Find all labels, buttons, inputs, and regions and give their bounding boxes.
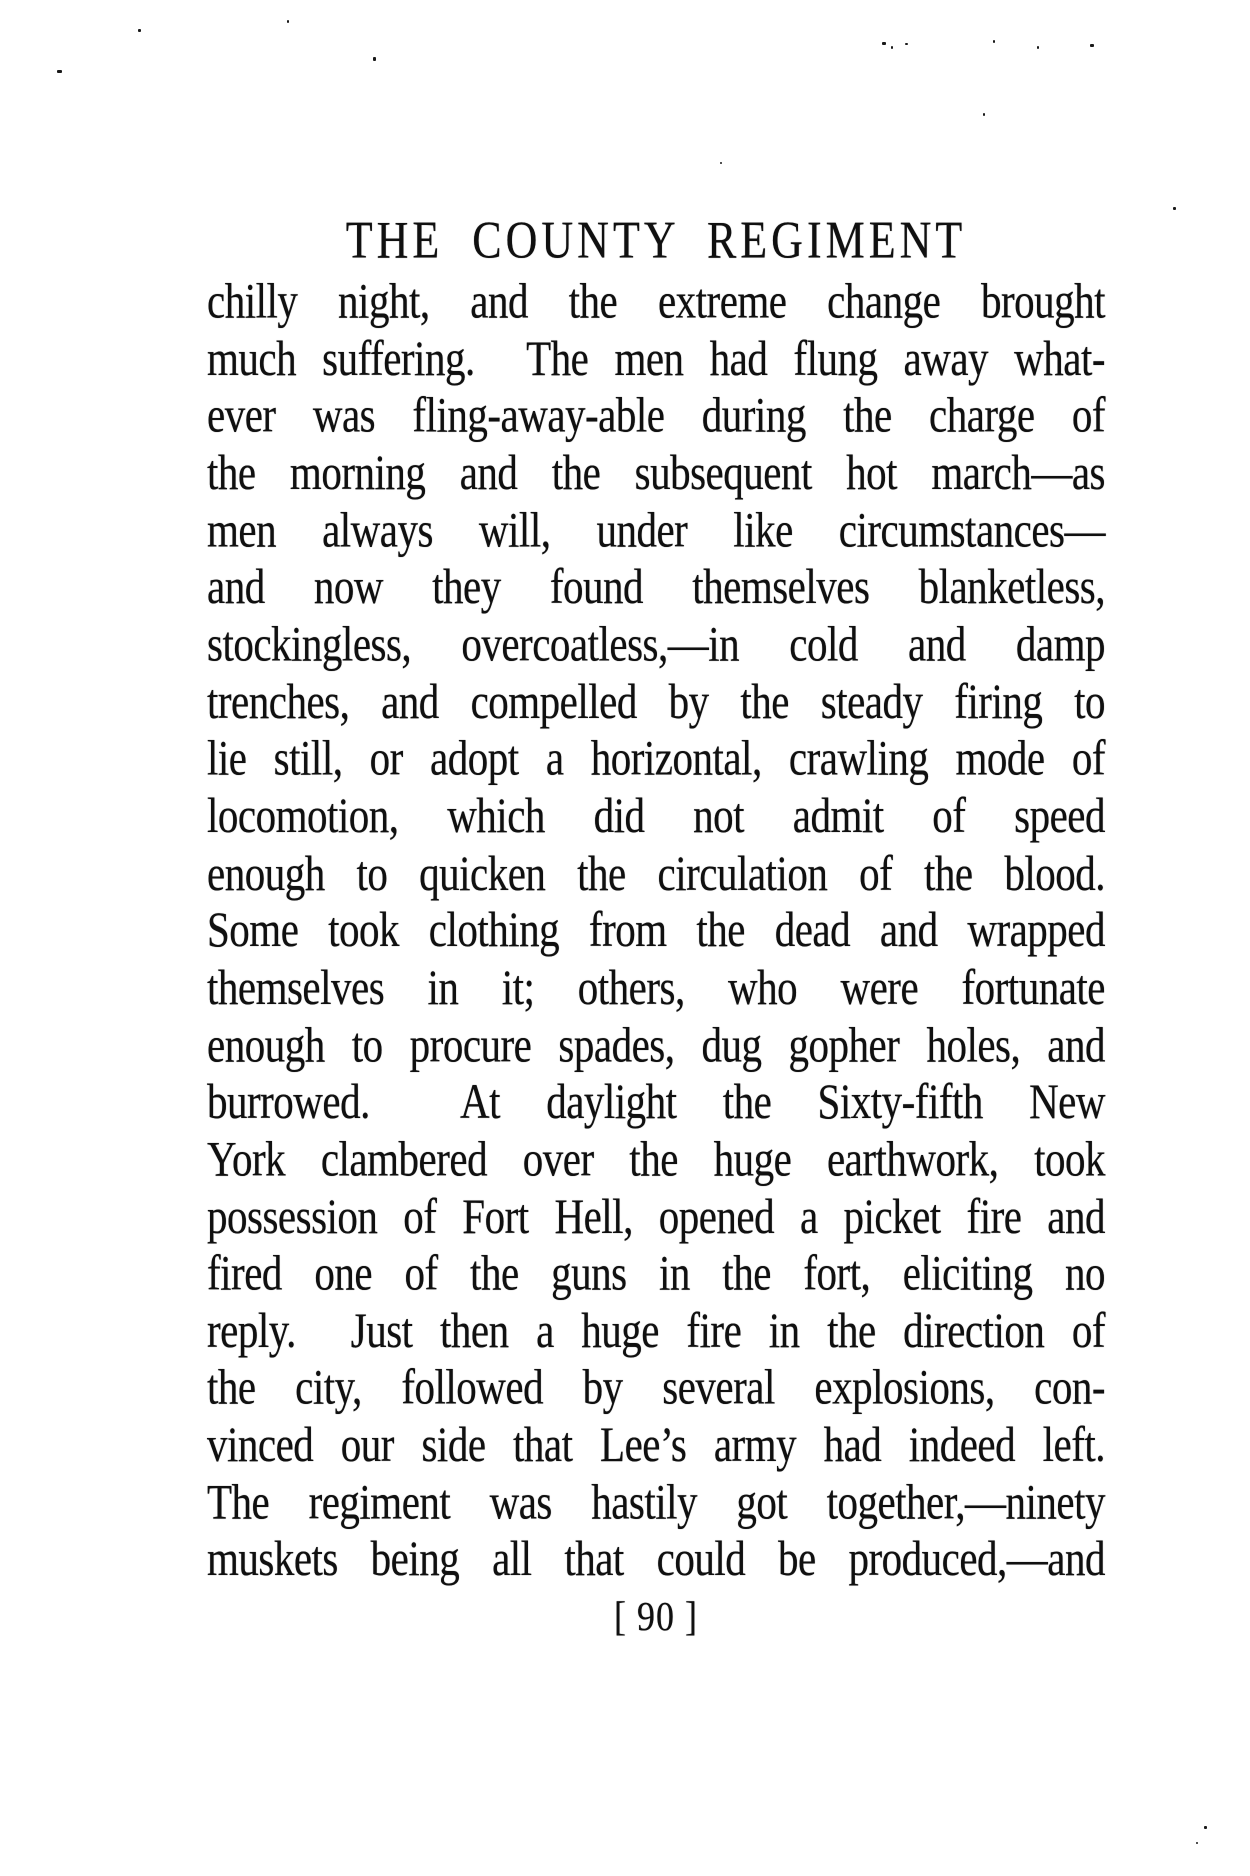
scan-speck [138,29,141,32]
text-line: The regiment was hastily got together,—ninety [207,1473,1105,1530]
scan-speck [1037,46,1039,49]
scan-speck [287,20,289,23]
text-line: chilly night, and the extreme change brought [207,273,1105,329]
scan-speck [993,40,995,43]
text-line: reply. Just then a huge fire in the direction of [207,1302,1105,1358]
scan-speck [1204,1826,1207,1829]
text-line: and now they found themselves blanketless, [207,558,1105,615]
page-title: THE COUNTY REGIMENT [345,210,967,270]
scan-speck [882,42,886,45]
text-line: enough to quicken the circulation of the blood. [207,844,1105,901]
text-line: possession of Fort Hell, opened a picket fire and [207,1188,1105,1244]
text-line: ever was fling-away-able during the charge of [207,387,1105,443]
text-line: trenches, and compelled by the steady firing to [207,673,1105,729]
text-line: themselves in it; others, who were fortunate [207,959,1105,1015]
body-text [207,273,1105,1588]
text-line: vinced our side that Lee’s army had indeed left. [207,1416,1105,1472]
scan-speck [905,43,908,45]
text-line: much suffering. The men had flung away what- [207,330,1105,386]
scan-speck [373,57,376,61]
text-line: burrowed. At daylight the Sixty-fifth New [207,1073,1105,1129]
scan-speck [720,162,722,164]
text-line: the morning and the subsequent hot march—as [207,444,1105,500]
scan-speck [1196,1842,1198,1844]
page-number: [ 90 ] [614,1593,698,1640]
text-line: fired one of the guns in the fort, eliciting no [207,1245,1105,1301]
text-line: stockingless, overcoatless,—in cold and damp [207,616,1105,672]
scan-speck [57,70,62,73]
text-line: the city, followed by several explosions, con- [207,1359,1105,1415]
text-line: locomotion, which did not admit of speed [207,787,1105,843]
text-line: enough to procure spades, dug gopher holes, and [207,1016,1105,1072]
text-line: muskets being all that could be produced,—and [207,1531,1105,1587]
text-line: lie still, or adopt a horizontal, crawling mode of [207,730,1105,786]
text-line: York clambered over the huge earthwork, took [207,1130,1105,1187]
scan-speck [1173,207,1176,210]
text-line: Some took clothing from the dead and wrapped [207,902,1105,958]
text-line: men always will, under like circumstances— [207,501,1105,557]
scan-speck [891,46,893,49]
scan-speck [983,113,985,116]
scan-speck [1090,44,1094,47]
